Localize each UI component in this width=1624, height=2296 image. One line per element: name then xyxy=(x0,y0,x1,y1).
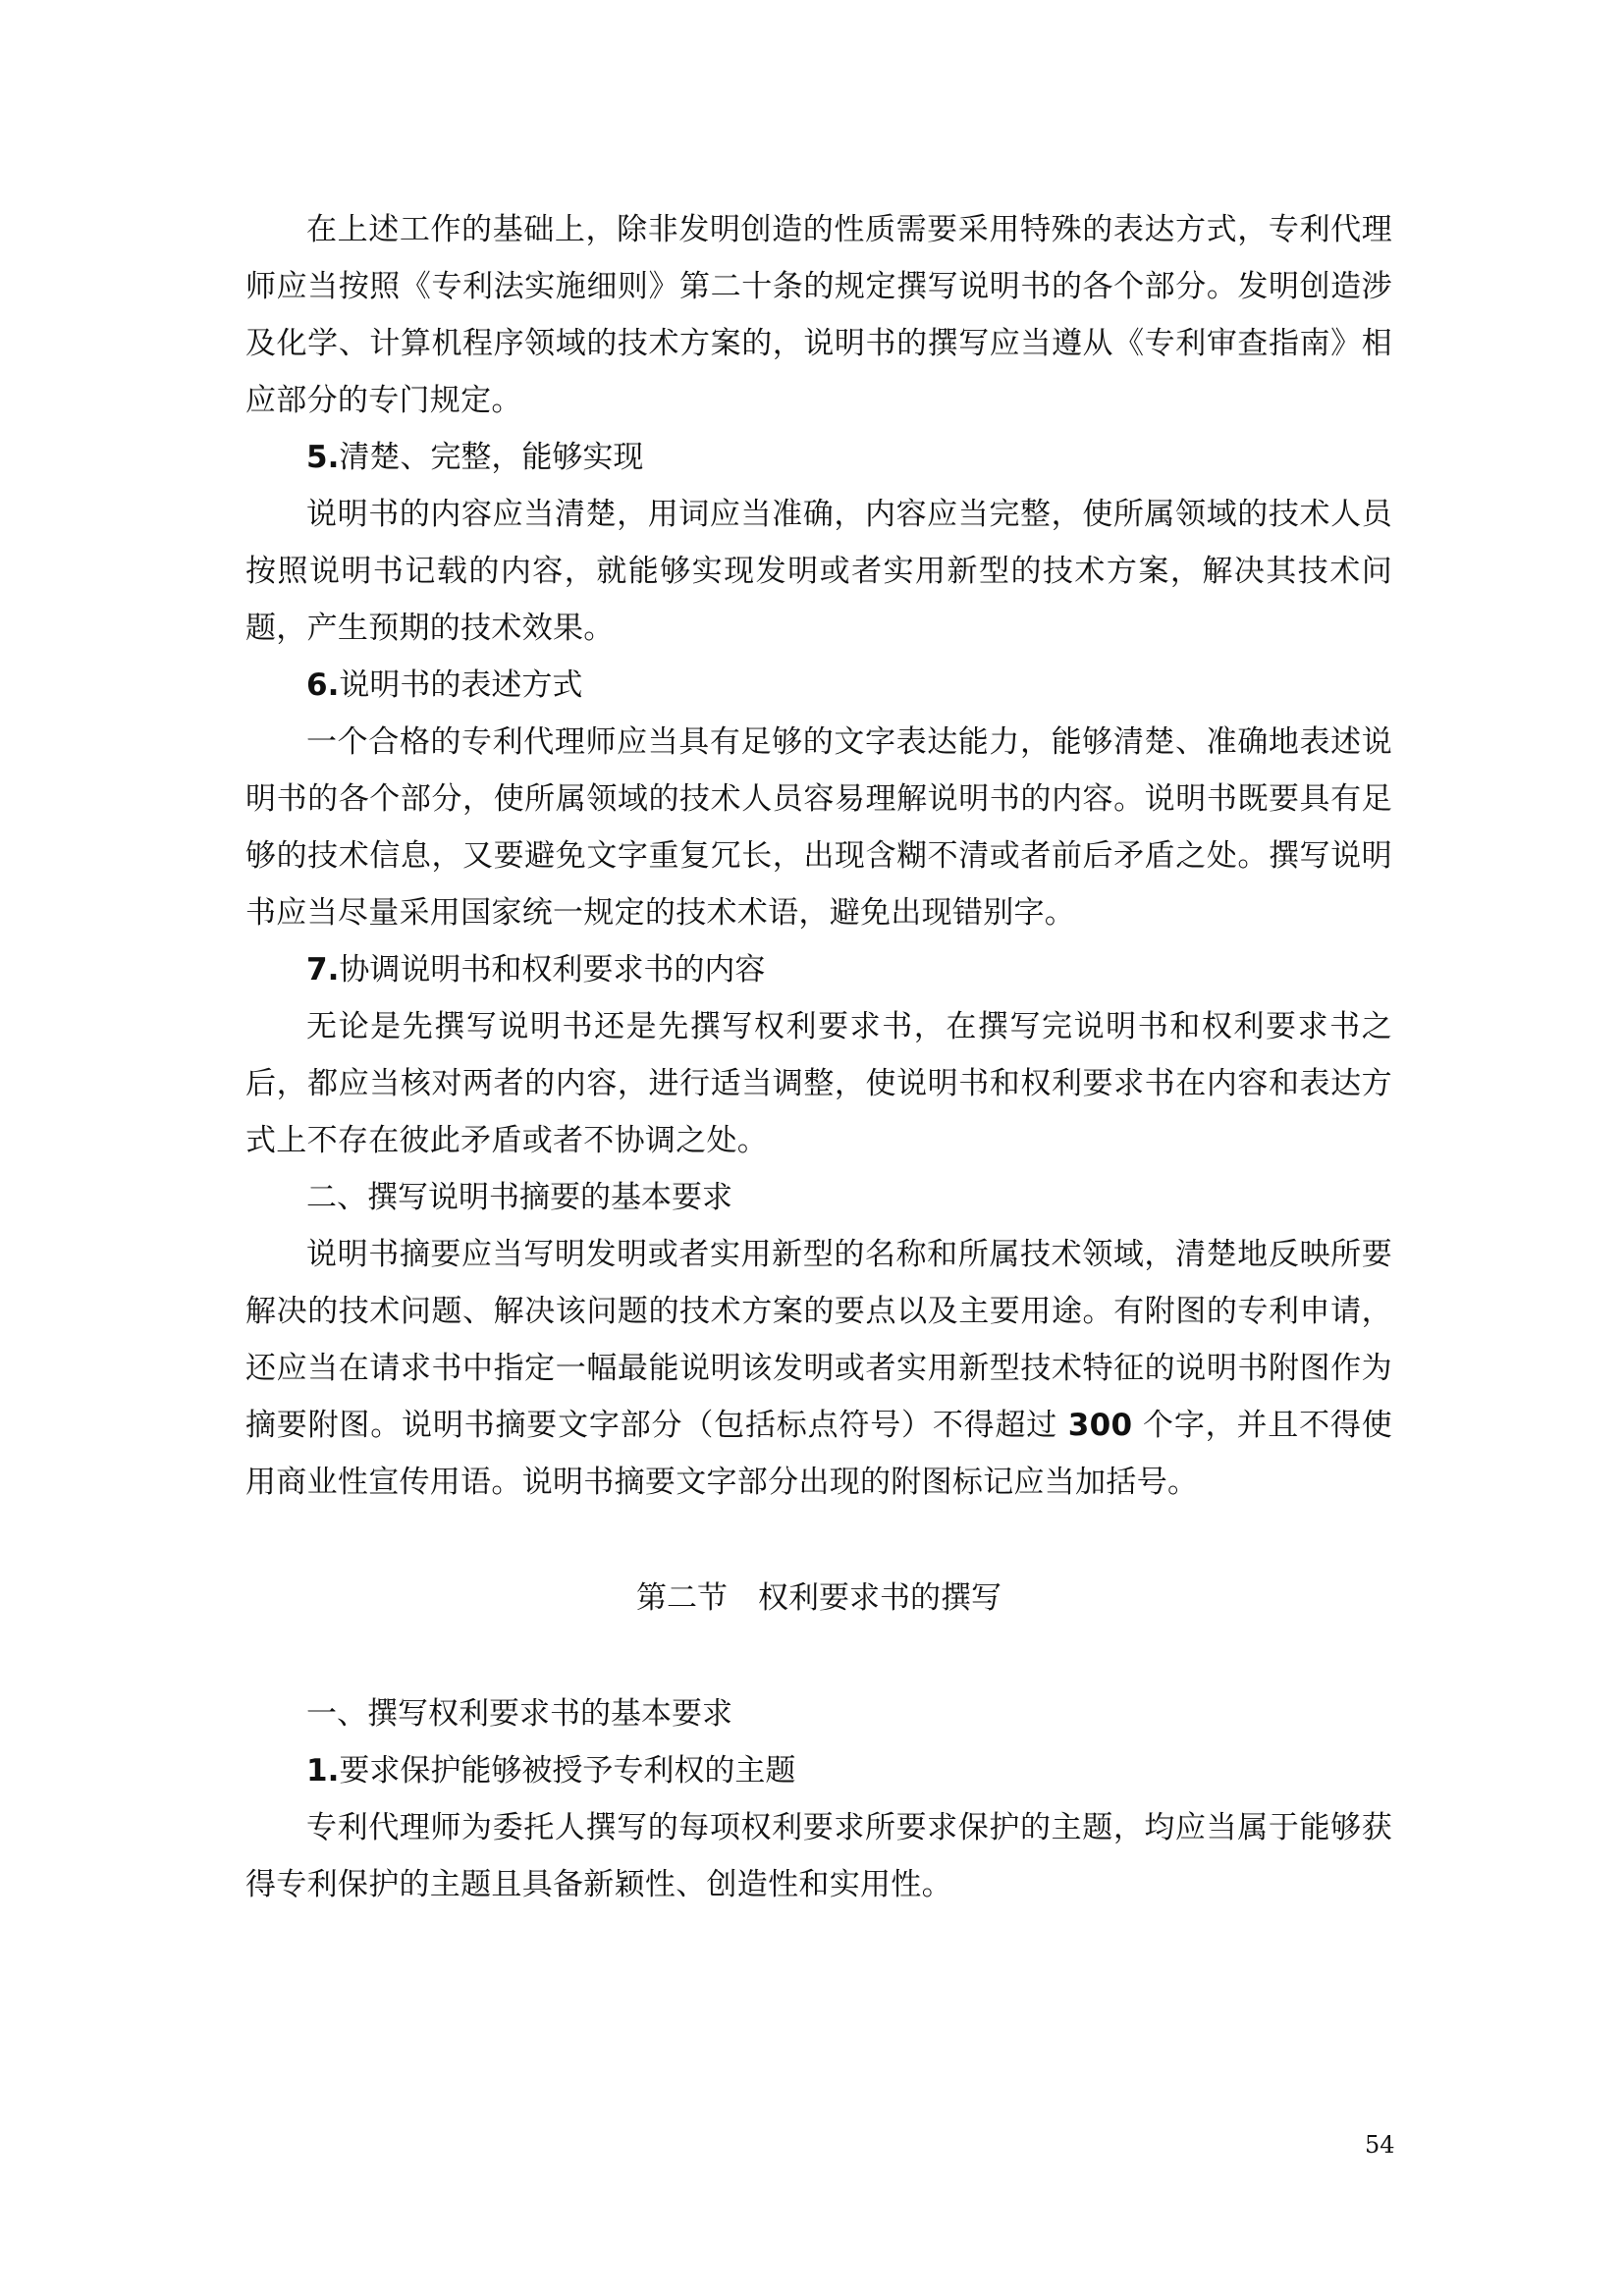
abstract-text-part-b: 个字，并且不得使用商业性宣传用语。说明书摘要文字部分出现的附图标记应当加括号。 xyxy=(245,1408,1393,1500)
heading-number: 6. xyxy=(306,667,340,703)
heading-number: 7. xyxy=(306,952,340,988)
heading-number: 1. xyxy=(306,1753,340,1789)
heading-patentable-subject xyxy=(245,1742,1392,1799)
paragraph-abstract-requirements xyxy=(245,1226,1392,1511)
section-title: 第二节 权利要求书的撰写 xyxy=(636,1580,1001,1616)
heading-coordinate-content xyxy=(245,941,1392,998)
heading-text: 清楚、完整，能够实现 xyxy=(339,440,644,475)
paragraph-coordinate-content: 无论是先撰写说明书还是先撰写权利要求书，在撰写完说明书和权利要求书之后，都应当核对两者的内容，进行适当调整，使说明书和权利要求书在内容和表达方式上不存在彼此矛盾或者不协调之处。 xyxy=(245,1009,1392,1158)
paragraph-clear-complete: 说明书的内容应当清楚，用词应当准确，内容应当完整，使所属领域的技术人员按照说明书记载的内容，就能够实现发明或者实用新型的技术方案，解决其技术问题，产生预期的技术效果。 xyxy=(245,497,1392,646)
heading-text: 协调说明书和权利要求书的内容 xyxy=(339,952,766,988)
paragraph-expression-style: 一个合格的专利代理师应当具有足够的文字表达能力，能够清楚、准确地表述说明书的各个部分，使所属领域的技术人员容易理解说明书的内容。说明书既要具有足够的技术信息，又要避免文字重复冗长，出现含糊不清或者前后矛盾之处。撰写说明书应当尽量采用国家统一规定的技术术语，避免出现错别字。 xyxy=(245,724,1392,931)
character-limit-number: 300 xyxy=(1067,1408,1133,1443)
heading-claims-requirements: 一、撰写权利要求书的基本要求 xyxy=(306,1696,732,1732)
heading-abstract-requirements: 二、撰写说明书摘要的基本要求 xyxy=(306,1180,732,1215)
heading-text: 说明书的表述方式 xyxy=(339,667,583,703)
heading-number: 5. xyxy=(306,440,340,475)
heading-clear-complete xyxy=(245,429,1392,486)
paragraph-drafting-parts: 在上述工作的基础上，除非发明创造的性质需要采用特殊的表达方式，专利代理师应当按照《专利法实施细则》第二十条的规定撰写说明书的各个部分。发明创造涉及化学、计算机程序领域的技术方案的，说明书的撰写应当遵从《专利审查指南》相应部分的专门规定。 xyxy=(245,212,1392,418)
paragraph-patentable-subject: 专利代理师为委托人撰写的每项权利要求所要求保护的主题，均应当属于能够获得专利保护的主题且具备新颖性、创造性和实用性。 xyxy=(245,1810,1392,1902)
page-number: 54 xyxy=(1365,2131,1395,2159)
document-page xyxy=(245,201,1392,1913)
heading-text: 要求保护能够被授予专利权的主题 xyxy=(339,1753,796,1789)
heading-expression-style xyxy=(245,657,1392,714)
abstract-text-part-a: 说明书摘要应当写明发明或者实用新型的名称和所属技术领域，清楚地反映所要解决的技术问题、解决该问题的技术方案的要点以及主要用途。有附图的专利申请，还应当在请求书中指定一幅最能说明该发明或者实用新型技术特征的说明书附图作为摘要附图。说明书摘要文字部分（包括标点符号）不得超过 xyxy=(245,1237,1392,1443)
